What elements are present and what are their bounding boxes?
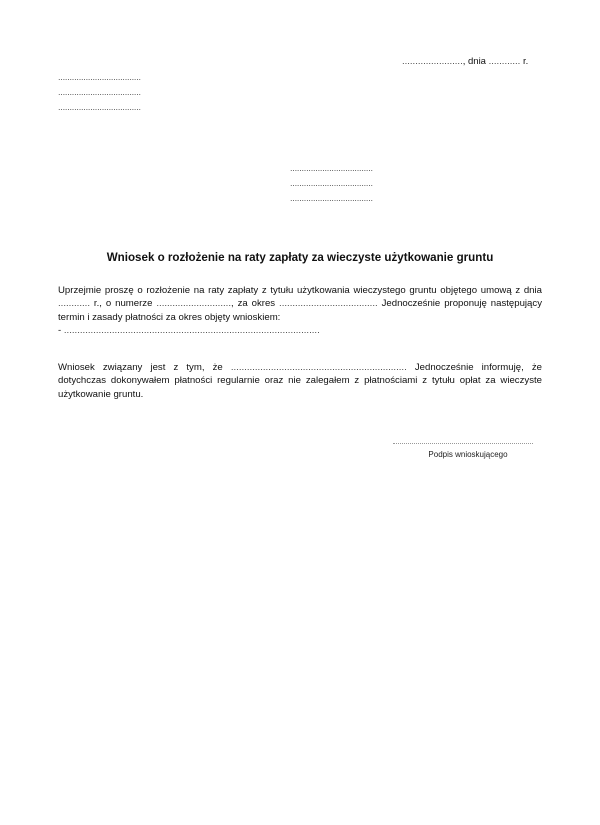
applicant-line-3[interactable]: .................................... — [58, 102, 141, 112]
signature-line[interactable] — [393, 443, 533, 444]
recipient-line-3[interactable]: .................................... — [290, 193, 373, 203]
date-field[interactable]: ............ — [488, 56, 521, 67]
recipient-line-1[interactable]: .................................... — [290, 163, 373, 173]
place-date-line — [402, 56, 528, 68]
paragraph1-text-d: Jednocześnie proponuję następujący termin i zasady płatności za okres objęty wnioskiem: — [58, 298, 542, 323]
paragraph-request — [58, 284, 542, 338]
place-field[interactable]: ....................... — [402, 56, 463, 67]
agreement-date-field[interactable]: ............ — [58, 298, 90, 310]
agreement-number-field[interactable]: ............................ — [156, 298, 231, 310]
date-prefix: , dnia — [462, 56, 486, 67]
paragraph1-text-a: Uprzejmie proszę o rozłożenie na raty zapłaty z tytułu użytkowania wieczystego gruntu objętego umową z dnia — [58, 285, 542, 296]
document-title: Wniosek o rozłożenie na raty zapłaty za wieczyste użytkowanie gruntu — [106, 251, 494, 264]
paragraph1-text-c: , za okres — [231, 298, 280, 310]
applicant-line-2[interactable]: .................................... — [58, 87, 141, 97]
period-field[interactable]: ..................................... — [279, 298, 378, 310]
paragraph2-text-a: Wniosek związany jest z tym, że — [58, 362, 231, 373]
signature-label: Podpis wnioskującego — [428, 450, 508, 459]
recipient-line-2[interactable]: .................................... — [290, 178, 373, 188]
applicant-line-1[interactable]: .................................... — [58, 72, 141, 82]
payment-terms-field[interactable]: ................................................................................................ — [63, 325, 320, 337]
list-bullet: - — [58, 325, 62, 337]
payment-terms-item — [58, 324, 542, 337]
paragraph1-text-b: r., o numerze — [90, 298, 157, 310]
date-suffix: r. — [522, 56, 529, 67]
paragraph2-text-b: Jednocześnie informuję, że dotychczas dokonywałem płatności regularnie oraz nie zalegałem z płatnościami z tytułu opłat za wieczyste użytkowanie gruntu. — [58, 362, 542, 400]
reason-field[interactable]: .................................................................. — [230, 362, 407, 373]
paragraph-reason — [58, 361, 542, 401]
